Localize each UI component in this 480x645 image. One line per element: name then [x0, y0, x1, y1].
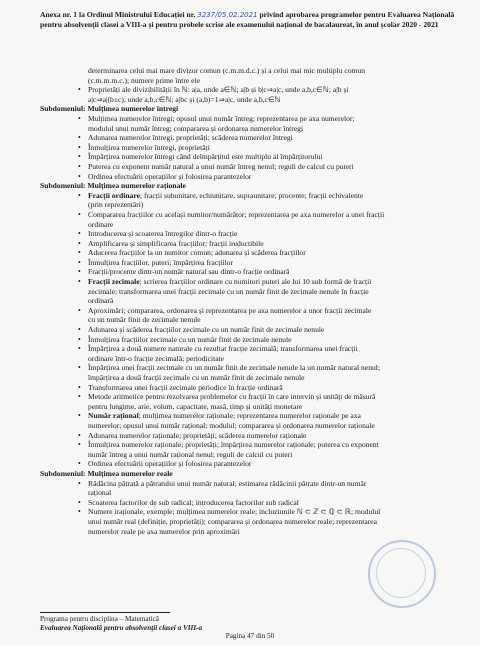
- bullet-item: [40, 507, 460, 517]
- line-text: Ordinea efectuării operațiilor și folosirea parantezelor: [88, 459, 252, 469]
- subdomain-heading: [40, 181, 460, 191]
- bullet-item: [40, 383, 460, 393]
- line-text: Amplificarea și simplificarea fracțiilor; fracții ireductibile: [88, 238, 264, 248]
- continuation-line: [40, 76, 460, 86]
- bullet-item: [40, 258, 460, 268]
- bullet-item: [40, 440, 460, 450]
- bullet-item: [40, 85, 460, 95]
- line-text: unui număr real (definiție, proprietăți); compararea și ordonarea numerelor reale; reprezentarea: [88, 516, 378, 526]
- bullet-item: [40, 162, 460, 172]
- bullet-item: [40, 306, 460, 316]
- bullet-item: [40, 431, 460, 441]
- line-text: Împărțirea numerelor întregi când deîmpărțitul este multiplu al împărțitorului: [88, 152, 323, 162]
- line-text: cu un număr finit de zecimale nenule: [88, 315, 201, 325]
- header-text-b: privind aprobarea programelor pentru Evaluarea Națională pentru absolvenții clasei a VIII-a și pentru probele scrise ale examenului național de bacalaureat, în anul școlar 2020 - 2021: [40, 10, 455, 30]
- page-header: [40, 10, 460, 30]
- line-text: Ordinea efectuării operațiilor și folosirea parantezelor: [88, 171, 252, 181]
- line-text: Adunarea numerelor raționale; proprietăți; scăderea numerelor raționale: [88, 430, 307, 440]
- line-text: (c.m.m.m.c.); numere prime între ele: [88, 75, 200, 85]
- continuation-line: [40, 296, 460, 306]
- page-number: Pagina 47 din 50: [225, 632, 275, 641]
- bold-term: Fracții ordinare: [88, 190, 140, 200]
- line-text: numerelor reale pe axa numerelor prin aproximări: [88, 526, 240, 536]
- line-text: Împărțirea a două numere naturale cu rezultat fracție zecimală; transformarea unei fracții: [88, 344, 358, 354]
- line-text: Împărțirea unei fracții zecimale cu un număr finit de zecimale nenule la un număr natural nenul;: [88, 363, 381, 373]
- line-text: împărțirea a două fracții zecimale cu un număr finit de zecimale nenule: [88, 373, 305, 382]
- bullet-item: [40, 152, 460, 162]
- line-text: Transformarea unei fracții zecimale periodice în fracție ordinară: [88, 382, 283, 392]
- continuation-line: [40, 220, 460, 230]
- line-text: Înmulțirea fracțiilor zecimale cu un număr finit de zecimale nenule: [88, 334, 292, 344]
- bullet-item: [40, 239, 460, 249]
- continuation-line: [40, 200, 460, 210]
- line-text: Înmulțirea numerelor raționale; proprietăți; împărțirea numerelor raționale; puterea cu exponent: [88, 440, 379, 450]
- handwritten-order-number: 3237/05.02.2021: [197, 11, 258, 19]
- bullet-item: [40, 133, 460, 143]
- line-text: ordinară: [88, 296, 114, 306]
- continuation-line: [40, 421, 460, 431]
- line-text: a|c⇒a|(b±c), unde a,b,c∈ℕ; a|bc și (a,b)=1⇒a|c, unde a,b,c∈ℕ: [88, 94, 281, 104]
- subdomain-heading: [40, 469, 460, 479]
- bullet-item: [40, 411, 460, 421]
- line-text: Rădăcina pătrată a pătratului unui număr natural; estimarea rădăcinii pătrate dintr-un număr: [88, 478, 367, 488]
- bullet-item: [40, 267, 460, 277]
- bullet-item: [40, 335, 460, 345]
- line-text: rațional: [88, 488, 112, 498]
- bullet-item: [40, 229, 460, 239]
- line-text: Subdomeniul: Mulțimea numerelor raționale: [40, 181, 186, 191]
- continuation-line: [40, 95, 460, 105]
- bold-term: Număr rațional: [88, 411, 139, 421]
- bullet-item: [40, 191, 460, 201]
- line-text: modulul unui număr întreg; compararea și ordonarea numerelor întregi: [88, 123, 304, 133]
- bullet-item: [40, 479, 460, 489]
- bullet-item: [40, 498, 460, 508]
- line-text: ordinare într-o fracție zecimală; periodicitate: [88, 353, 225, 363]
- header-text-a: Anexa nr. 1 la Ordinul Ministrului Educației nr.: [40, 10, 196, 19]
- bullet-item: [40, 344, 460, 354]
- continuation-line: [40, 124, 460, 134]
- bullet-item: [40, 143, 460, 153]
- line-text: Numere iraționale, exemple; mulțimea numerelor reale; incluziunile ℕ ⊂ ℤ ⊂ ℚ ⊂ ℝ; modulul: [88, 507, 381, 517]
- line-text: numerelor; opusul unui număr rațional; modulul; compararea și ordonarea numerelor raționale: [88, 420, 375, 430]
- line-text: Puterea cu exponent număr natural a unui număr întreg nenul; reguli de calcul cu puteri: [88, 161, 354, 171]
- continuation-line: [40, 66, 460, 76]
- page-content: [40, 66, 460, 536]
- page-footer: [40, 612, 460, 641]
- continuation-line: [40, 488, 460, 498]
- line-text: Înmulțirea numerelor întregi, proprietăți: [88, 142, 210, 152]
- continuation-line: [40, 450, 460, 460]
- line-text: Compararea fracțiilor cu același numitor/numărător; reprezentarea pe axa numerelor a unei fracții: [88, 209, 385, 219]
- line-text: ; fracții subunitare, echiunitare, supraunitare; procente; fracții echivalente: [139, 190, 364, 200]
- bullet-item: [40, 277, 460, 287]
- line-text: Proprietăți ale divizibilității în ℕ: a|a, unde a∈ℕ; a|b și b|c⇒a|c, unde a,b,c∈ℕ; a|b și: [88, 85, 349, 95]
- footer-program-line: Programa pentru disciplina – Matematică: [40, 615, 159, 623]
- continuation-line: [40, 354, 460, 364]
- subdomain-heading: [40, 104, 460, 114]
- line-text: zecimale; transformarea unei fracții zecimale cu un număr finit de zecimale nenule în fracție: [88, 286, 369, 296]
- bullet-item: [40, 248, 460, 258]
- line-text: Înmulțirea fracțiilor, puteri; împărțirea fracțiilor: [88, 257, 233, 267]
- line-text: Adunarea numerelor întregi, proprietăți; scăderea numerelor întregi: [88, 133, 293, 143]
- footer-rule: [40, 612, 170, 613]
- bullet-item: [40, 114, 460, 124]
- continuation-line: [40, 527, 460, 537]
- bullet-item: [40, 210, 460, 220]
- line-text: ordinare: [88, 219, 114, 229]
- bullet-item: [40, 363, 460, 373]
- line-text: Introducerea și scoaterea întregilor dintr-o fracție: [88, 229, 238, 239]
- line-text: Adunarea și scăderea fracțiilor zecimale cu un număr finit de zecimale nenule: [88, 325, 325, 335]
- continuation-line: [40, 517, 460, 527]
- bullet-item: [40, 392, 460, 402]
- official-stamp-inner: [376, 548, 426, 598]
- bullet-item: [40, 172, 460, 182]
- line-text: determinarea celui mai mare divizor comun (c.m.m.d.c.) și a celui mai mic multiplu comun: [88, 66, 366, 75]
- line-text: pentru lungime, arie, volum, capacitate, masă, timp și unități monetare: [88, 401, 303, 411]
- line-text: (prin reprezentări): [88, 200, 144, 210]
- line-text: Subdomeniul: Mulțimea numerelor întregi: [40, 104, 179, 114]
- bold-term: Fracții zecimale: [88, 277, 140, 287]
- line-text: număr întreg a unui număr rațional nenul; reguli de calcul cu puteri: [88, 449, 293, 459]
- line-text: Fracții/procente dintr-un număr natural sau dintr-o fracție ordinară: [88, 267, 290, 277]
- continuation-line: [40, 373, 460, 383]
- line-text: Aducerea fracțiilor la un numitor comun; adunarea și scăderea fracțiilor: [88, 248, 306, 258]
- continuation-line: [40, 287, 460, 297]
- line-text: Scoaterea factorilor de sub radical; introducerea factorilor sub radical: [88, 497, 299, 507]
- continuation-line: [40, 315, 460, 325]
- footer-evaluation-line: Evaluarea Națională pentru absolvenții clasei a VIII-a: [40, 623, 203, 632]
- line-text: ; scrierea fracțiilor ordinare cu numitori puteri ale lui 10 sub formă de fracții: [139, 277, 372, 287]
- line-text: Subdomeniul: Mulțimea numerelor reale: [40, 468, 173, 478]
- line-text: Aproximări; compararea, ordonarea și reprezentarea pe axa numerelor a unor fracții zecimale: [88, 305, 372, 315]
- line-text: ; mulțimea numerelor raționale; reprezentarea numerelor raționale pe axa: [138, 411, 361, 421]
- line-text: Mulțimea numerelor întregi; opusul unui număr întreg; reprezentarea pe axa numerelor;: [88, 113, 355, 123]
- bullet-item: [40, 325, 460, 335]
- line-text: Metode aritmetice pentru rezolvarea problemelor cu fracții în care intervin și unități de măsură: [88, 392, 376, 402]
- continuation-line: [40, 402, 460, 412]
- bullet-item: [40, 459, 460, 469]
